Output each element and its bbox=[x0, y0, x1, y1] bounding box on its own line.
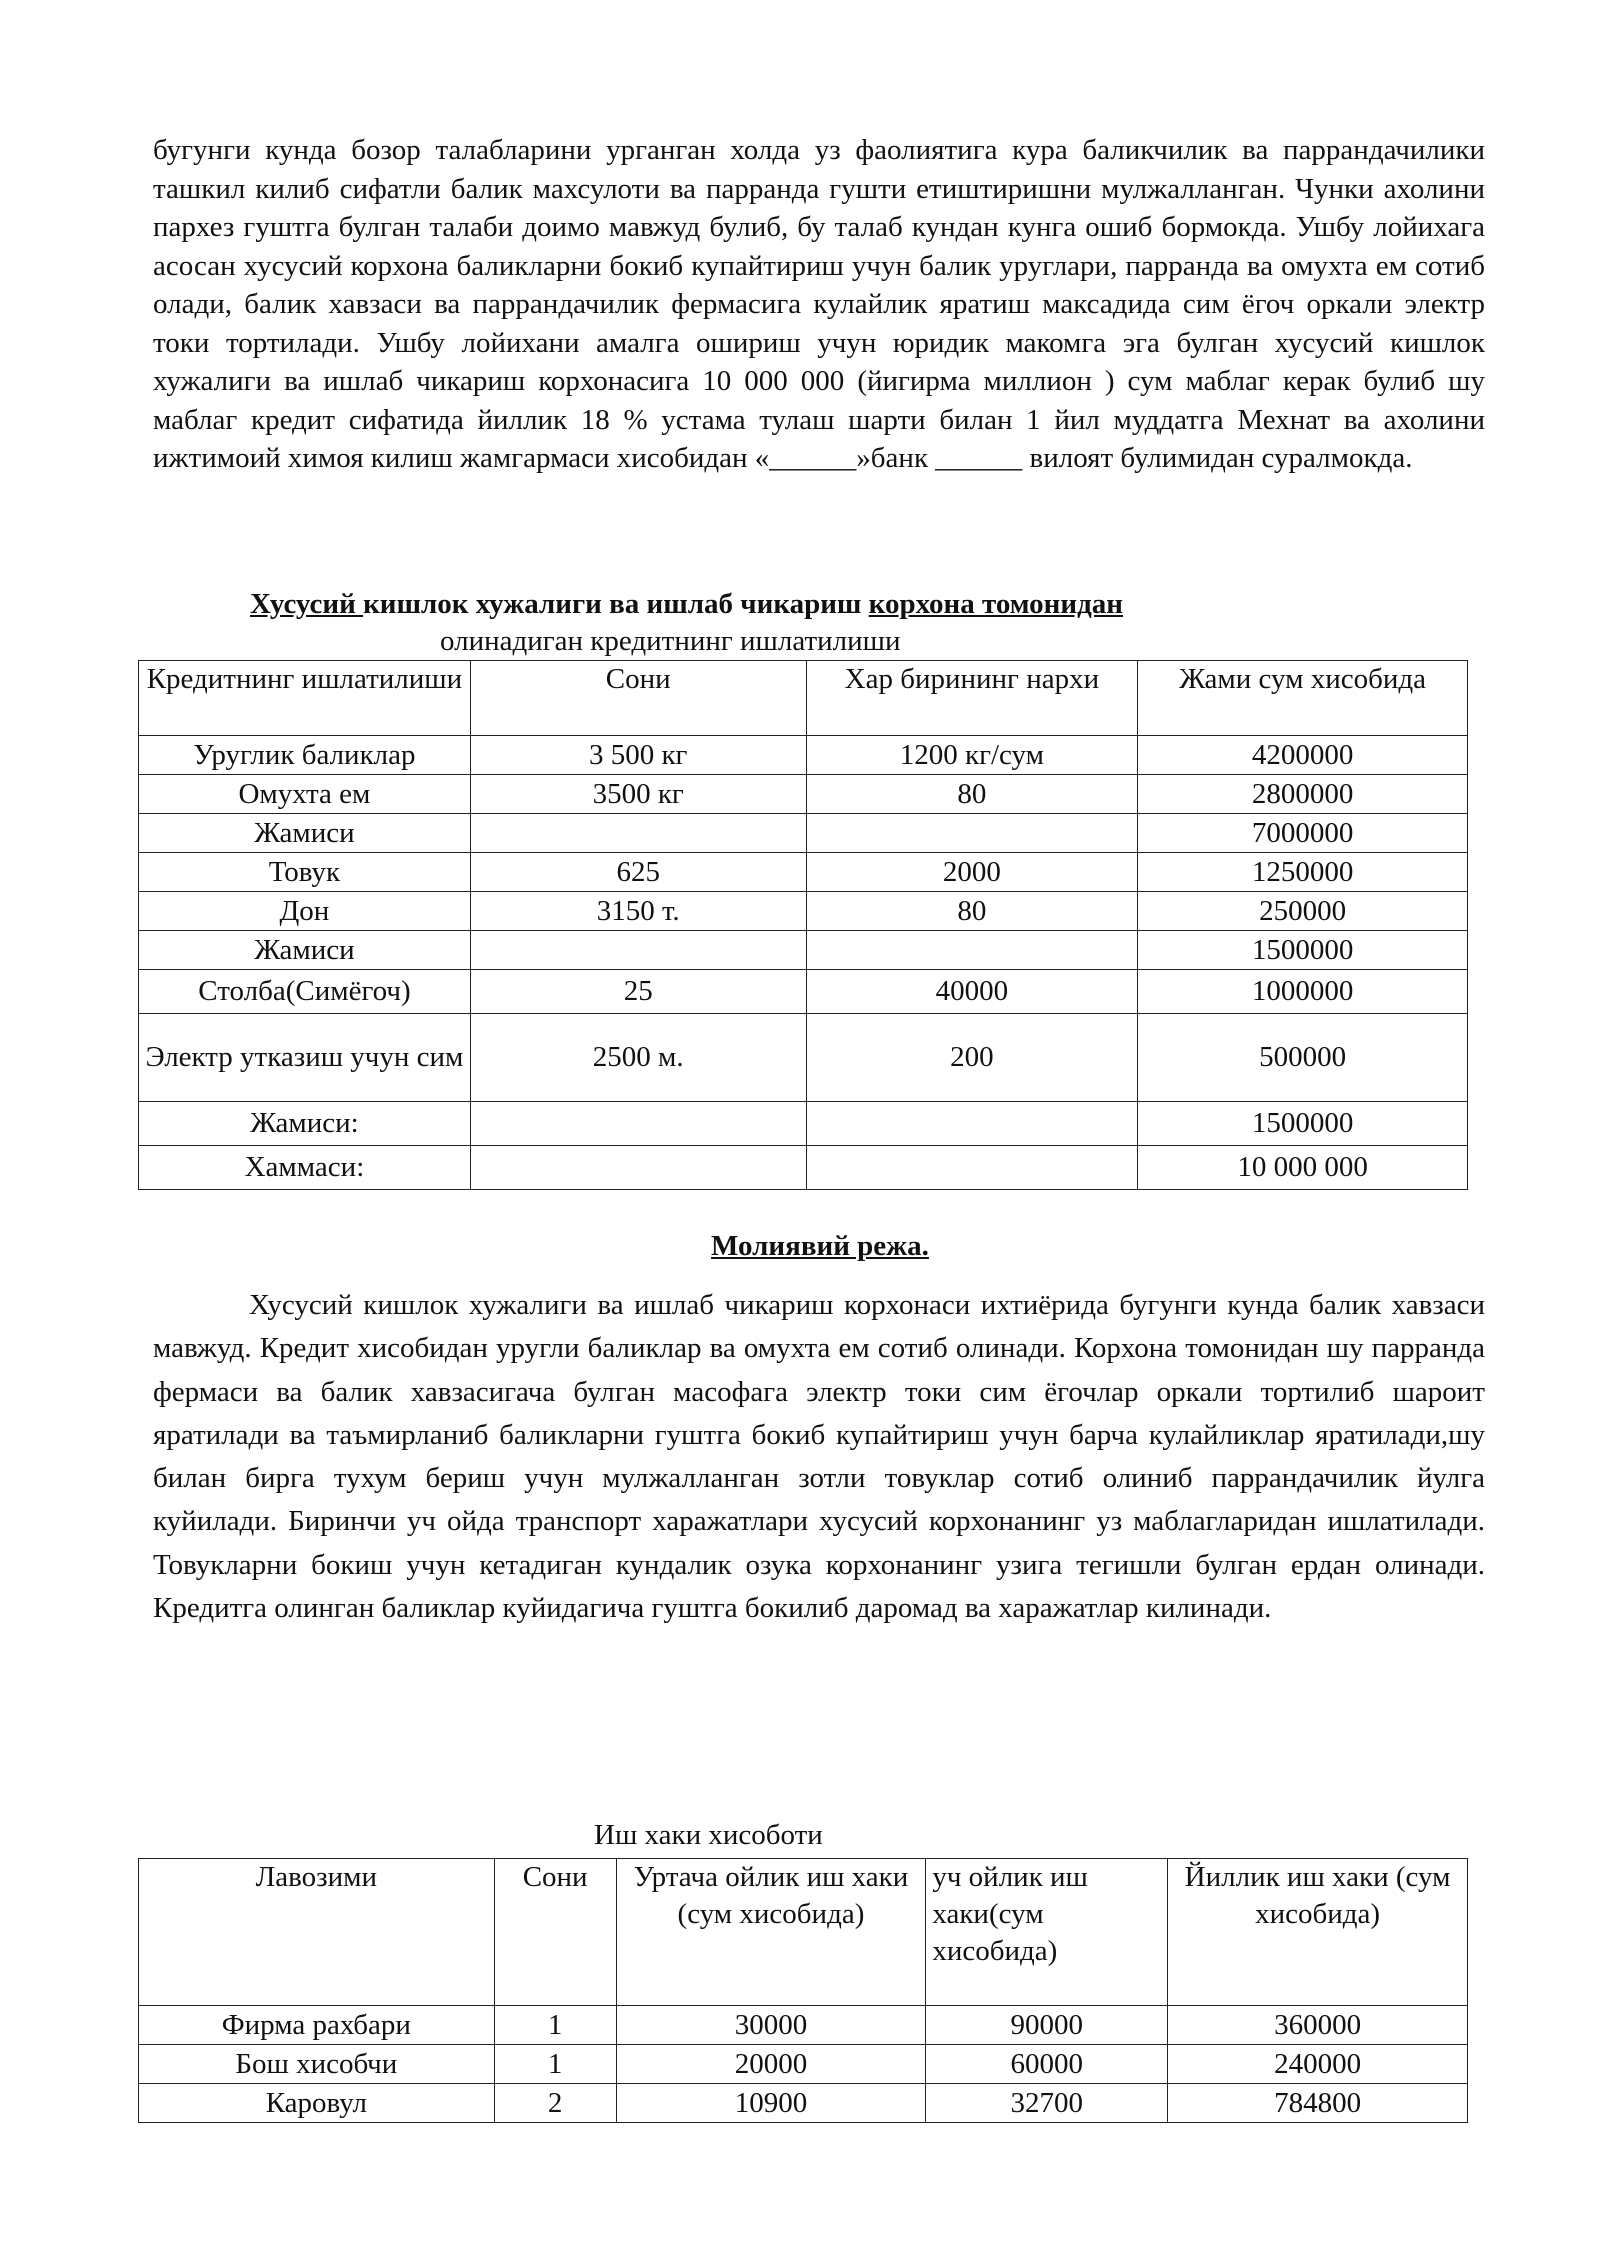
table-cell: Жамиси bbox=[139, 814, 471, 853]
intro-paragraph: бугунги кунда бозор талабларини урганган холда уз фаолиятига кура баликчилик ва паррандачилики ташкил килиб сифатли балик махсулоти ва парранда гушти етиштиришни мулжалланган. Чунки ахолини пархез гуштга булган талаби доимо мавжуд булиб, бу талаб кундан кунга ошиб бормокда. Ушбу лойихага асосан хусусий корхона баликларни бокиб купайтириш учун балик уруглари, парранда ва омухта ем сотиб олади, балик хавзаси ва паррандачилик фермасига кулайлик яратиш максадида сим ёгоч оркали электр токи тортилади. Ушбу лойихани амалга ошириш учун юридик макомга эга булган хусусий кишлок хужалиги ва ишлаб чикариш корхонасига 10 000 000 (йигирма миллион ) сум маблаг керак булиб шу маблаг кредит сифатида йиллик 18 % устама тулаш шарти билан 1 йил муддатга Мехнат ва ахолини ижтимоий химоя килиш жамгармаси хисобидан «______»банк ______ вилоят булимидан суралмокда. bbox=[153, 134, 1485, 474]
table-cell: 60000 bbox=[926, 2045, 1168, 2084]
table-row bbox=[139, 775, 1468, 814]
credit-table-title-part1: Хусусий bbox=[250, 588, 364, 620]
header-cell: уч ойлик иш хаки(сум хисобида) bbox=[926, 1859, 1168, 2006]
table-row bbox=[139, 2084, 1468, 2123]
table-cell bbox=[470, 1102, 806, 1146]
subtotal-row bbox=[139, 814, 1468, 853]
table-cell: Жамиси bbox=[139, 931, 471, 970]
salary-table-title: Иш хаки хисоботи bbox=[594, 1819, 823, 1851]
table-cell: 80 bbox=[806, 892, 1138, 931]
table-cell: 7000000 bbox=[1138, 814, 1468, 853]
table-cell: Электр утказиш учун сим bbox=[139, 1014, 471, 1102]
table-cell: 25 bbox=[470, 970, 806, 1014]
table-cell: Бош хисобчи bbox=[139, 2045, 495, 2084]
table-cell: 2000 bbox=[806, 853, 1138, 892]
table-cell: 10 000 000 bbox=[1138, 1146, 1468, 1190]
table-cell: Каровул bbox=[139, 2084, 495, 2123]
grand-total-row bbox=[139, 1146, 1468, 1190]
table-cell bbox=[470, 814, 806, 853]
table-cell: Жамиси: bbox=[139, 1102, 471, 1146]
table-cell bbox=[470, 1146, 806, 1190]
table-cell: 250000 bbox=[1138, 892, 1468, 931]
table-cell: 2800000 bbox=[1138, 775, 1468, 814]
credit-usage-table bbox=[138, 660, 1468, 1190]
table-cell: 625 bbox=[470, 853, 806, 892]
table-cell: 1 bbox=[494, 2006, 616, 2045]
table-cell: 40000 bbox=[806, 970, 1138, 1014]
table-cell: 1500000 bbox=[1138, 931, 1468, 970]
header-cell: Йиллик иш хаки (сум хисобида) bbox=[1168, 1859, 1468, 2006]
table-row bbox=[139, 2045, 1468, 2084]
credit-table-title bbox=[250, 585, 1123, 623]
table-cell: 500000 bbox=[1138, 1014, 1468, 1102]
table-row bbox=[139, 1014, 1468, 1102]
table-cell: 32700 bbox=[926, 2084, 1168, 2123]
table-cell: Товук bbox=[139, 853, 471, 892]
table-cell bbox=[806, 1146, 1138, 1190]
table-cell: 3 500 кг bbox=[470, 736, 806, 775]
table-cell bbox=[806, 931, 1138, 970]
table-header-row bbox=[139, 661, 1468, 736]
table-cell: 80 bbox=[806, 775, 1138, 814]
table-cell: 2 bbox=[494, 2084, 616, 2123]
table-row bbox=[139, 2006, 1468, 2045]
table-cell bbox=[806, 814, 1138, 853]
table-cell: 784800 bbox=[1168, 2084, 1468, 2123]
header-cell: Жами сум хисобида bbox=[1138, 661, 1468, 736]
table-cell: 30000 bbox=[616, 2006, 926, 2045]
table-cell: 90000 bbox=[926, 2006, 1168, 2045]
table-cell: Фирма рахбари bbox=[139, 2006, 495, 2045]
financial-plan-paragraph: Хусусий кишлок хужалиги ва ишлаб чикариш корхонаси ихтиёрида бугунги кунда балик хавзаси мавжуд. Кредит хисобидан уругли баликлар ва омухта ем сотиб олинади. Корхона томонидан шу парранда фермаси ва балик хавзасигача булган масофага электр токи сим ёгочлар оркали тортилиб шароит яратилади ва таъмирланиб баликларни гуштга бокиб купайтириш учун барча кулайликлар яратилади,шу билан бирга тухум бериш учун мулжалланган зотли товуклар сотиб олиниб паррандачилик йулга куйилади. Биринчи уч ойда транспорт харажатлари хусусий корхонанинг уз маблагларидан ишлатилади. Товукларни бокиш учун кетадиган кундалик озука корхонанинг узига тегишли булган ердан олинади. Кредитга олинган баликлар куйидагича гуштга бокилиб даромад ва харажатлар килинади. bbox=[153, 1289, 1485, 1625]
table-cell bbox=[470, 931, 806, 970]
header-cell: Сони bbox=[470, 661, 806, 736]
header-cell: Сони bbox=[494, 1859, 616, 2006]
table-cell: 1500000 bbox=[1138, 1102, 1468, 1146]
header-cell: Кредитнинг ишлатилиши bbox=[139, 661, 471, 736]
credit-table-subtitle: олинадиган кредитнинг ишлатилиши bbox=[440, 625, 901, 657]
table-cell: 360000 bbox=[1168, 2006, 1468, 2045]
table-cell: 1200 кг/сум bbox=[806, 736, 1138, 775]
subtotal-row bbox=[139, 931, 1468, 970]
table-cell: 10900 bbox=[616, 2084, 926, 2123]
table-cell: 240000 bbox=[1168, 2045, 1468, 2084]
financial-plan-title: Молиявий режа. bbox=[711, 1230, 929, 1262]
table-cell: 1 bbox=[494, 2045, 616, 2084]
table-row bbox=[139, 853, 1468, 892]
table-cell: 200 bbox=[806, 1014, 1138, 1102]
table-cell: 3150 т. bbox=[470, 892, 806, 931]
table-cell: Хаммаси: bbox=[139, 1146, 471, 1190]
header-cell: Лавозими bbox=[139, 1859, 495, 2006]
table-cell bbox=[806, 1102, 1138, 1146]
table-cell: 1250000 bbox=[1138, 853, 1468, 892]
table-cell: Дон bbox=[139, 892, 471, 931]
table-cell: Омухта ем bbox=[139, 775, 471, 814]
table-row bbox=[139, 970, 1468, 1014]
salary-table bbox=[138, 1858, 1468, 2123]
credit-table-title-part2: кишлок хужалиги ва ишлаб чикариш bbox=[363, 588, 869, 620]
table-row bbox=[139, 736, 1468, 775]
table-header-row bbox=[139, 1859, 1468, 2006]
header-cell: Уртача ойлик иш хаки (сум хисобида) bbox=[616, 1859, 926, 2006]
subtotal-row bbox=[139, 1102, 1468, 1146]
table-row bbox=[139, 892, 1468, 931]
table-cell: 2500 м. bbox=[470, 1014, 806, 1102]
table-cell: 3500 кг bbox=[470, 775, 806, 814]
table-cell: 20000 bbox=[616, 2045, 926, 2084]
header-cell: Хар бирининг нархи bbox=[806, 661, 1138, 736]
table-cell: 1000000 bbox=[1138, 970, 1468, 1014]
table-cell: 4200000 bbox=[1138, 736, 1468, 775]
credit-table-title-part3: корхона томонидан bbox=[868, 588, 1123, 620]
table-cell: Уруглик баликлар bbox=[139, 736, 471, 775]
table-cell: Столба(Симёгоч) bbox=[139, 970, 471, 1014]
